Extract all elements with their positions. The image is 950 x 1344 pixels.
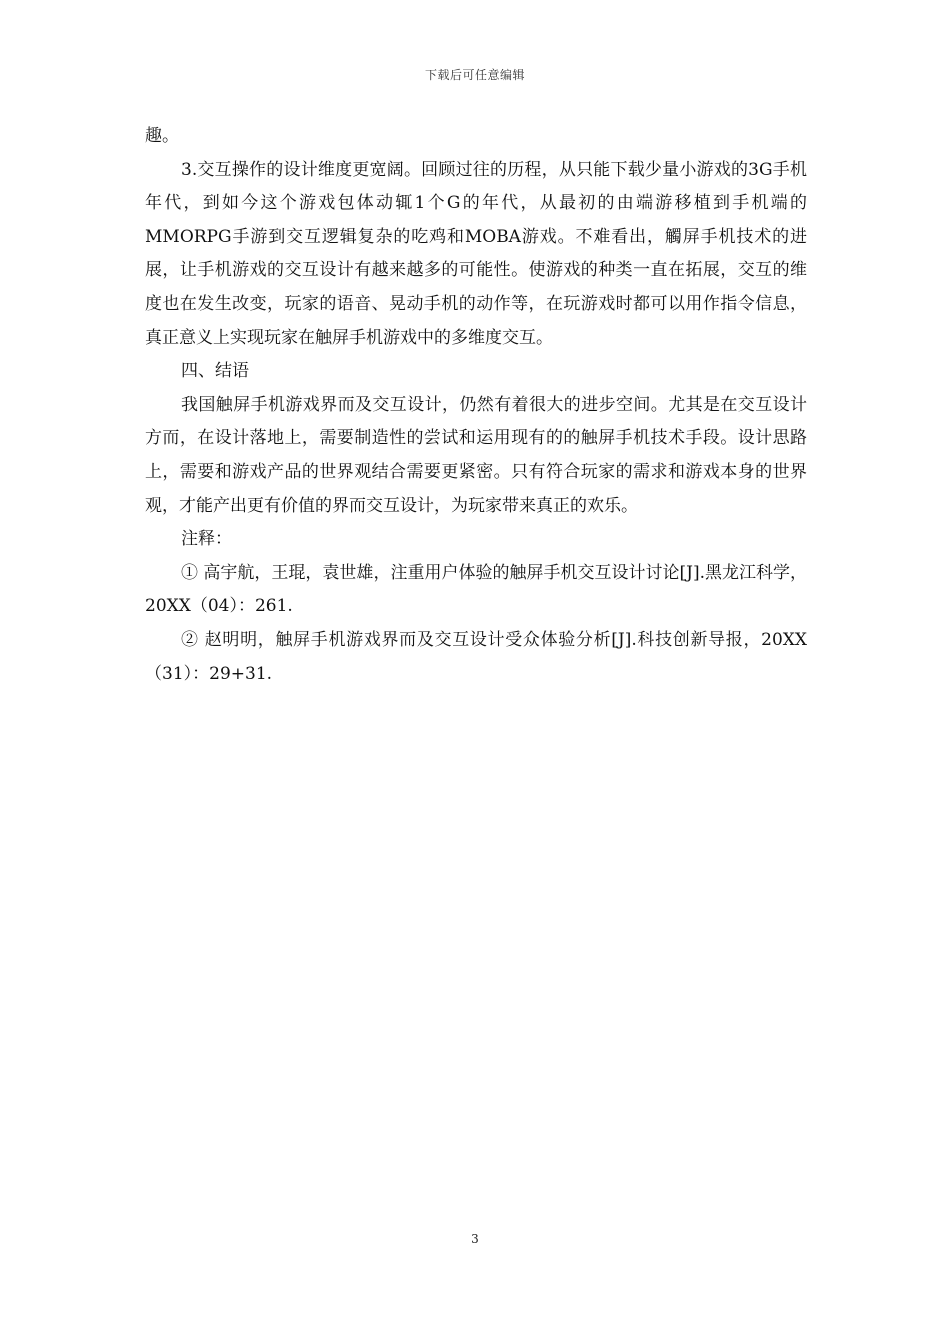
page-number: 3 [471,1232,479,1246]
paragraph-interaction-dimension: 3.交互操作的设计维度更宽阔。回顾过往的历程，从只能下载少量小游戏的3G手机年代，到如今这个游戏包体动辄1个G的年代，从最初的由端游移植到手机端的MMORPG手游到交互逻辑复杂的吃鸡和MOBA游戏。不难看出，觸屏手机技术的进展，让手机游戏的交互设计有越来越多的可能性。使游戏的种类一直在拓展，交互的维度也在发生改变，玩家的语音、晃动手机的动作等，在玩游戏时都可以用作指令信息，真正意义上实现玩家在触屏手机游戏中的多维度交互。 [145,159,807,348]
note-1: ① 高宇航，王琨，袁世雄，注重用户体验的触屏手机交互设计讨论[J].黑龙江科学，20XX（04）：261. [145,562,807,617]
document-body [145,120,807,691]
section-heading-conclusion: 四、结语 [181,361,249,382]
note-2: ② 赵明明，触屏手机游戏界而及交互设计受众体验分析[J].科技创新导报，20XX（31）：29+31. [145,629,807,684]
paragraph-continuation: 趣。 [145,126,179,146]
notes-heading: 注释： [181,529,232,550]
paragraph-conclusion: 我国触屏手机游戏界而及交互设计，仍然有着很大的进步空间。尤其是在交互设计方而，在设计落地上，需要制造性的尝试和运用现有的的触屏手机技术手段。设计思路上，需要和游戏产品的世界观结合需要更紧密。只有符合玩家的需求和游戏本身的世界观，才能产出更有价值的界而交互设计，为玩家带来真正的欢乐。 [145,394,807,516]
page-header: 下载后可任意编辑 [424,68,525,82]
